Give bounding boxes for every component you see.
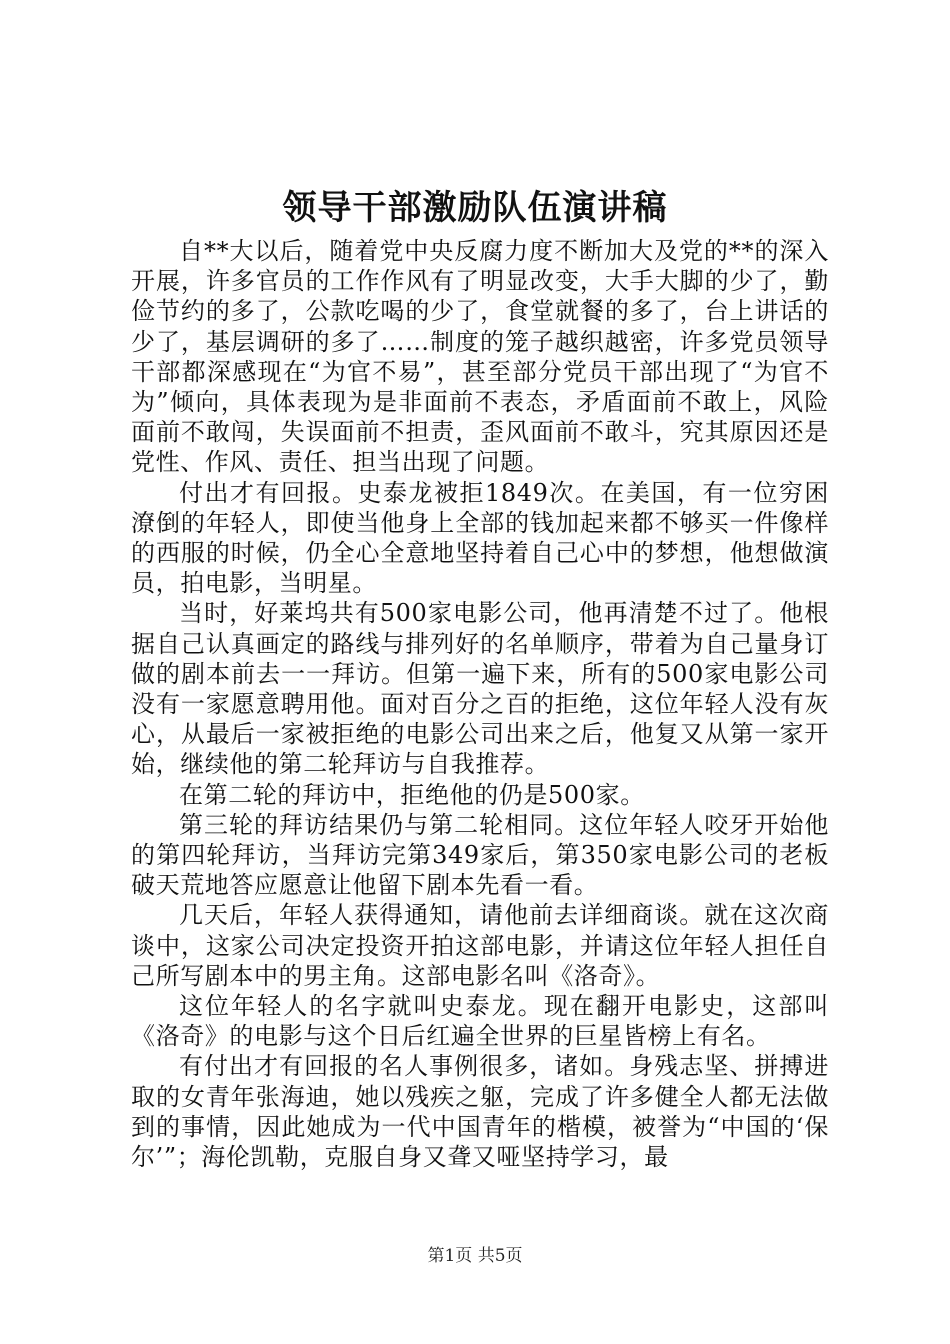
document-title: 领导干部激励队伍演讲稿	[282, 188, 668, 228]
page-number-footer: 第1页 共5页	[427, 1246, 523, 1266]
paragraph: 第三轮的拜访结果仍与第二轮相同。这位年轻人咬牙开始他的第四轮拜访，当拜访完第349家后，第350家电影公司的老板破天荒地答应愿意让他留下剧本先看一看。	[131, 810, 829, 900]
paragraph: 这位年轻人的名字就叫史泰龙。现在翻开电影史，这部叫《洛奇》的电影与这个日后红遍全世界的巨星皆榜上有名。	[131, 992, 829, 1051]
paragraph: 几天后，年轻人获得通知，请他前去详细商谈。就在这次商谈中，这家公司决定投资开拍这部电影，并请这位年轻人担任自己所写剧本中的男主角。这部电影名叫《洛奇》。	[131, 901, 829, 990]
paragraph: 在第二轮的拜访中，拒绝他的仍是500家。	[179, 780, 645, 809]
paragraph: 自**大以后，随着党中央反腐力度不断加大及党的**的深入开展，许多官员的工作作风有了明显改变，大手大脚的少了，勤俭节约的多了，公款吃喝的少了，食堂就餐的多了，台上讲话的少了，基层调研的多了……制度的笼子越织越密，许多党员领导干部都深感现在“为官不易”，甚至部分党员干部出现了“为官不为”倾向，具体表现为是非面前不表态，矛盾面前不敢上，风险面前不敢闯，失误面前不担责，歪风面前不敢斗，究其原因还是党性、作风、责任、担当出现了问题。	[131, 237, 829, 477]
paragraph: 当时，好莱坞共有500家电影公司，他再清楚不过了。他根据自己认真画定的路线与排列好的名单顺序，带着为自己量身订做的剧本前去一一拜访。但第一遍下来，所有的500家电影公司没有一家愿意聘用他。面对百分之百的拒绝，这位年轻人没有灰心，从最后一家被拒绝的电影公司出来之后，他复又从第一家开始，继续他的第二轮拜访与自我推荐。	[131, 599, 829, 779]
paragraph: 付出才有回报。史泰龙被拒1849次。在美国，有一位穷困潦倒的年轻人，即使当他身上全部的钱加起来都不够买一件像样的西服的时候，仍全心全意地坚持着自己心中的梦想，他想做演员，拍电影，当明星。	[131, 478, 829, 598]
paragraph: 有付出才有回报的名人事例很多，诸如。身残志坚、拼搏进取的女青年张海迪，她以残疾之躯，完成了许多健全人都无法做到的事情，因此她成为一代中国青年的楷模，被誉为“中国的‘保尔’”；海伦凯勒，克服自身又聋又哑坚持学习，最	[131, 1052, 829, 1172]
document-body	[131, 236, 829, 1172]
